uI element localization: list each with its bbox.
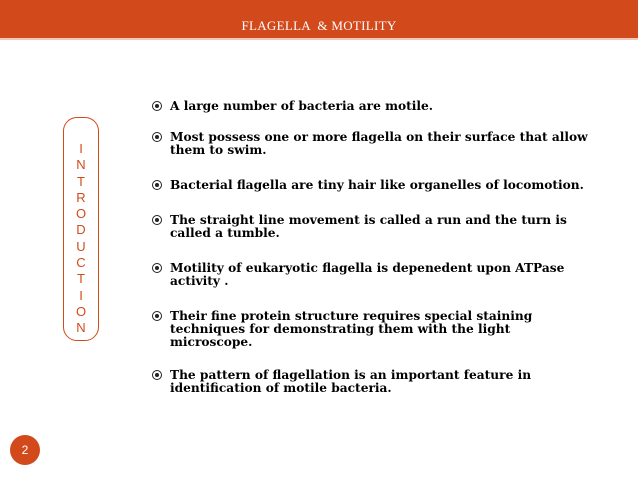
header-bar — [0, 0, 638, 40]
side-letter: D — [76, 222, 86, 238]
header-divider — [0, 38, 638, 40]
vertical-letters — [64, 141, 98, 337]
list-item — [152, 369, 592, 395]
circled-dot-icon — [152, 370, 162, 380]
side-letter: O — [75, 206, 87, 222]
circled-dot-icon — [152, 180, 162, 190]
side-letter: N — [76, 320, 86, 336]
side-letter: N — [76, 157, 86, 173]
side-letter: O — [75, 303, 87, 319]
side-letter: U — [76, 238, 86, 254]
bullet-list — [152, 100, 592, 396]
list-item — [152, 131, 592, 157]
list-item — [152, 214, 592, 240]
list-item — [152, 100, 592, 113]
circled-dot-icon — [152, 101, 162, 111]
side-letter: T — [77, 173, 85, 189]
bullet-text: Their fine protein structure requires special staining techniques for demonstrating them with the light microscope. — [170, 308, 533, 350]
side-letter: I — [79, 287, 83, 303]
circled-dot-icon — [152, 215, 162, 225]
side-letter: I — [79, 141, 83, 156]
side-letter: T — [77, 271, 85, 287]
list-item — [152, 310, 592, 350]
introduction-side-label — [63, 117, 99, 341]
side-letter: C — [76, 255, 86, 271]
bullet-text: The straight line movement is called a run and the turn is called a tumble. — [170, 212, 567, 241]
bullet-text: A large number of bacteria are motile. — [170, 99, 433, 113]
bullet-text: The pattern of flagellation is an important feature in identification of motile bacteria. — [170, 368, 532, 396]
side-letter: R — [76, 189, 86, 205]
page-number-badge: 2 — [10, 435, 40, 465]
circled-dot-icon — [152, 132, 162, 142]
bullet-text: Bacterial flagella are tiny hair like organelles of locomotion. — [170, 177, 584, 192]
circled-dot-icon — [152, 311, 162, 321]
bullet-text: Most possess one or more flagella on their surface that allow them to swim. — [170, 130, 588, 158]
list-item — [152, 262, 592, 288]
list-item — [152, 179, 592, 192]
circled-dot-icon — [152, 263, 162, 273]
bullet-text: Motility of eukaryotic flagella is depenedent upon ATPase activity . — [170, 261, 565, 289]
slide-title: FLAGELLA & MOTILITY — [241, 18, 397, 33]
